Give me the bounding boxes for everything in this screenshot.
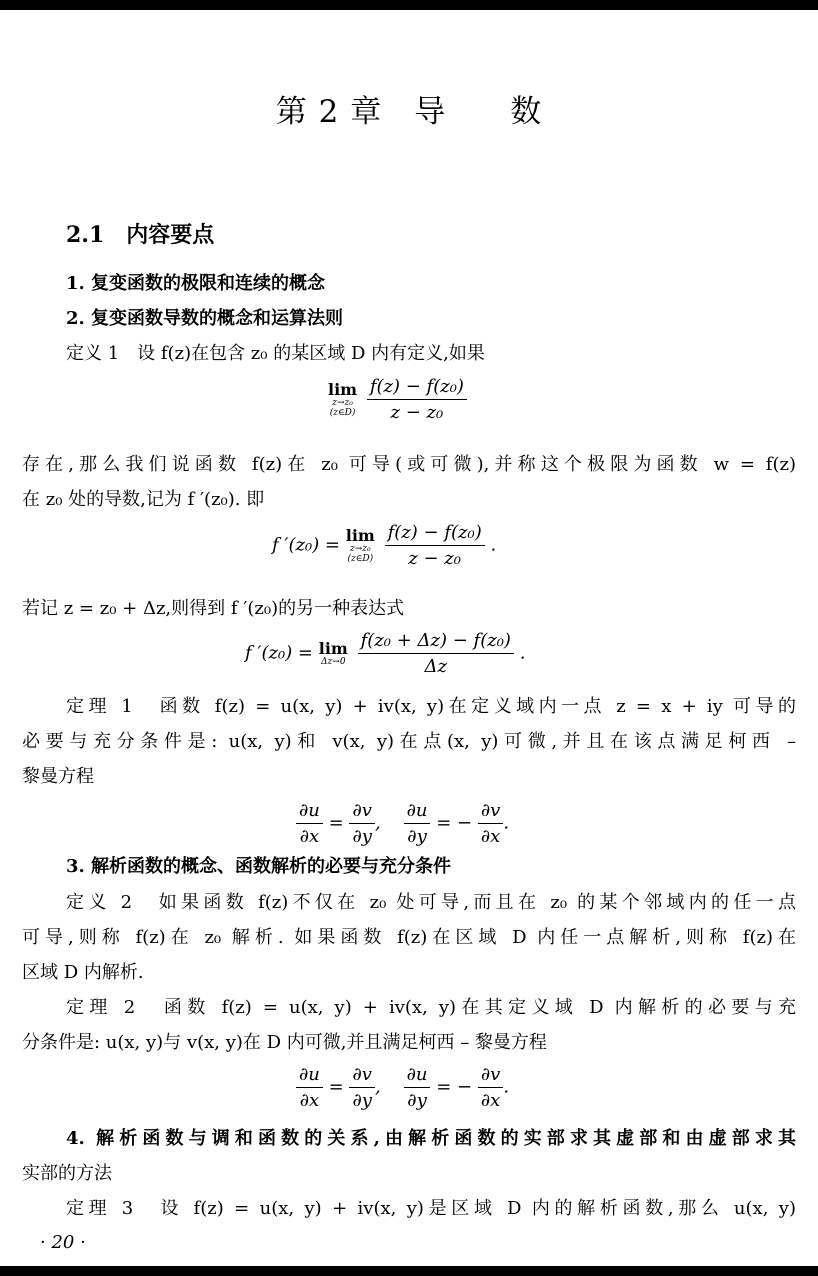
theorem-2-text: 定理 2 函数 f(z) = u(x, y) + iv(x, y)在其定义域 D 内解析的必要与充 (66, 997, 796, 1018)
definition-1-text: 存在,那么我们说函数 f(z)在 z₀ 可导(或可微),并称这个极限为函数 w = f(z) (22, 454, 796, 475)
theorem-1-text: 定理 1 函数 f(z) = u(x, y) + iv(x, y)在定义域内一点 z = x + iy 可导的 (66, 696, 796, 717)
theorem-3-text: 定理 3 设 f(z) = u(x, y) + iv(x, y)是区域 D 内的解析函数,那么 u(x, y) (66, 1198, 796, 1219)
chapter-title: 第 2 章 导 数 (275, 94, 543, 130)
theorem-1-equation-name: 黎曼方程 (22, 766, 94, 787)
theorem-2-condition: 分条件是: u(x, y)与 v(x, y)在 D 内可微,并且满足柯西 – 黎曼方程 (22, 1032, 547, 1053)
limit-operator: lim Δz→0 (318, 638, 348, 667)
cauchy-riemann-equations: $\frac{\partial u}{\partial x}$ = $\frac{\partial v}{\partial y}$ , $\frac{\partial u}{\partial y}$ = − $\frac{\partial v}{\partial x}$ . (296, 800, 509, 847)
bottom-border (0, 1266, 818, 1276)
formula-limit-quotient (328, 376, 467, 423)
point-3-heading: 3. 解析函数的概念、函数解析的必要与充分条件 (66, 856, 452, 877)
difference-quotient: $\frac{\text{f(z) − f(z₀)}}{\text{z − z₀}}$ (367, 376, 467, 423)
theorem-1-condition: 必要与充分条件是: u(x, y)和 v(x, y)在点(x, y)可微,并且在该点满足柯西 – (22, 731, 796, 752)
alternative-form-intro: 若记 z = z₀ + Δz,则得到 f ′(z₀)的另一种表达式 (22, 598, 405, 619)
formula-derivative-definition: f ′(z₀) = lim z→z₀ (z∈D) $\frac{\text{f(z) − f(z₀)}}{\text{z − z₀}}$ . (272, 522, 497, 569)
point-1-heading: 1. 复变函数的极限和连续的概念 (66, 273, 326, 294)
definition-1-derivative: 在 z₀ 处的导数,记为 f ′(z₀). 即 (22, 489, 265, 510)
definition-2-continued: 可导,则称 f(z)在 z₀ 解析. 如果函数 f(z)在区域 D 内任一点解析,则称 f(z)在 (22, 927, 796, 948)
page-number: · 20 · (40, 1232, 86, 1253)
point-4-continued: 实部的方法 (22, 1163, 112, 1184)
definition-1-intro: 定义 1 设 f(z)在包含 z₀ 的某区域 D 内有定义,如果 (66, 343, 485, 364)
definition-2-text: 定义 2 如果函数 f(z)不仅在 z₀ 处可导,而且在 z₀ 的某个邻域内的任一点 (66, 892, 796, 913)
cauchy-riemann-equations: $\frac{\partial u}{\partial x}$ = $\frac{\partial v}{\partial y}$ , $\frac{\partial u}{\partial y}$ = − $\frac{\partial v}{\partial x}$ . (296, 1064, 509, 1111)
limit-operator: lim z→z₀ (z∈D) (328, 379, 358, 418)
point-2-heading: 2. 复变函数导数的概念和运算法则 (66, 308, 344, 329)
limit-operator: lim z→z₀ (z∈D) (345, 525, 375, 564)
top-border (0, 0, 818, 10)
definition-2-end: 区域 D 内解析. (22, 962, 144, 983)
section-title: 2.1 内容要点 (66, 222, 215, 248)
formula-increment-form: f ′(z₀) = lim Δz→0 $\frac{\text{f(z₀ + Δz) − f(z₀)}}{\Delta z}$ . (245, 630, 526, 677)
point-4-heading: 4. 解析函数与调和函数的关系,由解析函数的实部求其虚部和由虚部求其 (66, 1128, 796, 1149)
